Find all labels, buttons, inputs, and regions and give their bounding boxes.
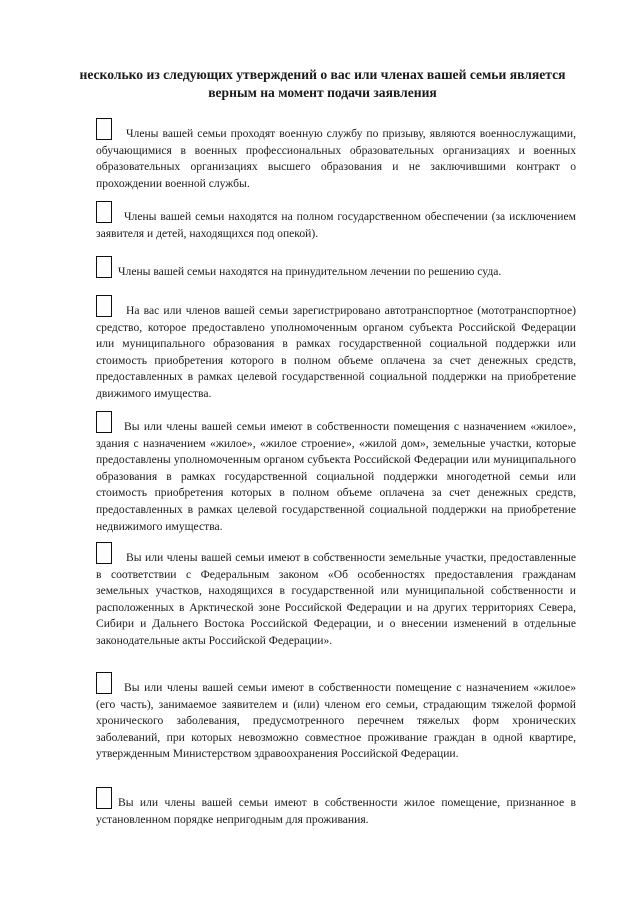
- statement-3: [96, 256, 576, 281]
- page-title: несколько из следующих утверждений о вас или членах вашей семьи является верным на момент подачи заявления: [79, 67, 566, 100]
- statement-6-text: Вы или члены вашей семьи имеют в собственности земельные участки, предоставленные в соответствии с Федеральным законом «Об особенностях предоставления гражданам земельных участков, находящихся в государственной или муниципальной собственности и расположенных в Арктической зоне Российской Федерации и на других территориях Севера, Сибири и Дальнего Востока Российской Федерации, и о внесении изменений в отдельные законодательные акты Российской Федерации».: [96, 551, 576, 647]
- statement-2-text: Члены вашей семьи находятся на полном государственном обеспечении (за исключением заявителя и детей, находящихся под опекой).: [96, 210, 576, 240]
- statement-4-text: На вас или членов вашей семьи зарегистрировано автотранспортное (мототранспортное) средство, которое предоставлено уполномоченным органом субъекта Российской Федерации или муниципального образования в рамках государственной социальной поддержки или стоимость приобретения которого в полном объеме оплачена за счет денежных средств, предоставленных в рамках целевой государственной социальной поддержки на приобретение движимого имущества.: [96, 304, 576, 400]
- statement-3-text: Члены вашей семьи находятся на принудительном лечении по решению суда.: [118, 265, 502, 278]
- statement-5-checkbox[interactable]: [96, 411, 112, 433]
- statement-8: [96, 787, 576, 828]
- statement-8-checkbox[interactable]: [96, 787, 112, 809]
- statement-4-checkbox[interactable]: [96, 295, 112, 317]
- statement-5: [96, 411, 576, 535]
- statement-6: [96, 542, 576, 650]
- statement-1-text: Члены вашей семьи проходят военную службу по призыву, являются военнослужащими, обучающимися в военных профессиональных образовательных организациях и военных образовательных организациях высшего образования и не заключившими контракт о прохождении военной службы.: [96, 127, 576, 190]
- statement-2-checkbox[interactable]: [96, 201, 112, 223]
- statement-3-checkbox[interactable]: [96, 256, 112, 278]
- statement-1: [96, 118, 576, 192]
- statement-7: [96, 672, 576, 763]
- statement-1-checkbox[interactable]: [96, 118, 112, 140]
- statement-4: [96, 295, 576, 403]
- statement-6-checkbox[interactable]: [96, 542, 112, 564]
- statement-5-text: Вы или члены вашей семьи имеют в собственности помещения с назначением «жилое», здания с назначением «жилое», «жилое строение», «жилой дом», земельные участки, которые предоставлены уполномоченным органом субъекта Российской Федерации или муниципального образования в рамках государственной социальной поддержки многодетной семьи или стоимость приобретения которых в полном объеме оплачена за счет денежных средств, предоставленных в рамках целевой государственной социальной поддержки на приобретение недвижимого имущества.: [96, 420, 576, 533]
- statement-7-text: Вы или члены вашей семьи имеют в собственности помещение с назначением «жилое» (его часть), занимаемое заявителем и (или) членом его семьи, страдающим тяжелой формой хронического заболевания, предусмотренного перечнем тяжелых форм хронических заболеваний, при которых невозможно совместное проживание граждан в одной квартире, утвержденным Министерством здравоохранения Российской Федерации.: [96, 681, 576, 761]
- statement-8-text: Вы или члены вашей семьи имеют в собственности жилое помещение, признанное в установленном порядке непригодным для проживания.: [96, 796, 576, 826]
- statement-2: [96, 201, 576, 242]
- statement-7-checkbox[interactable]: [96, 672, 112, 694]
